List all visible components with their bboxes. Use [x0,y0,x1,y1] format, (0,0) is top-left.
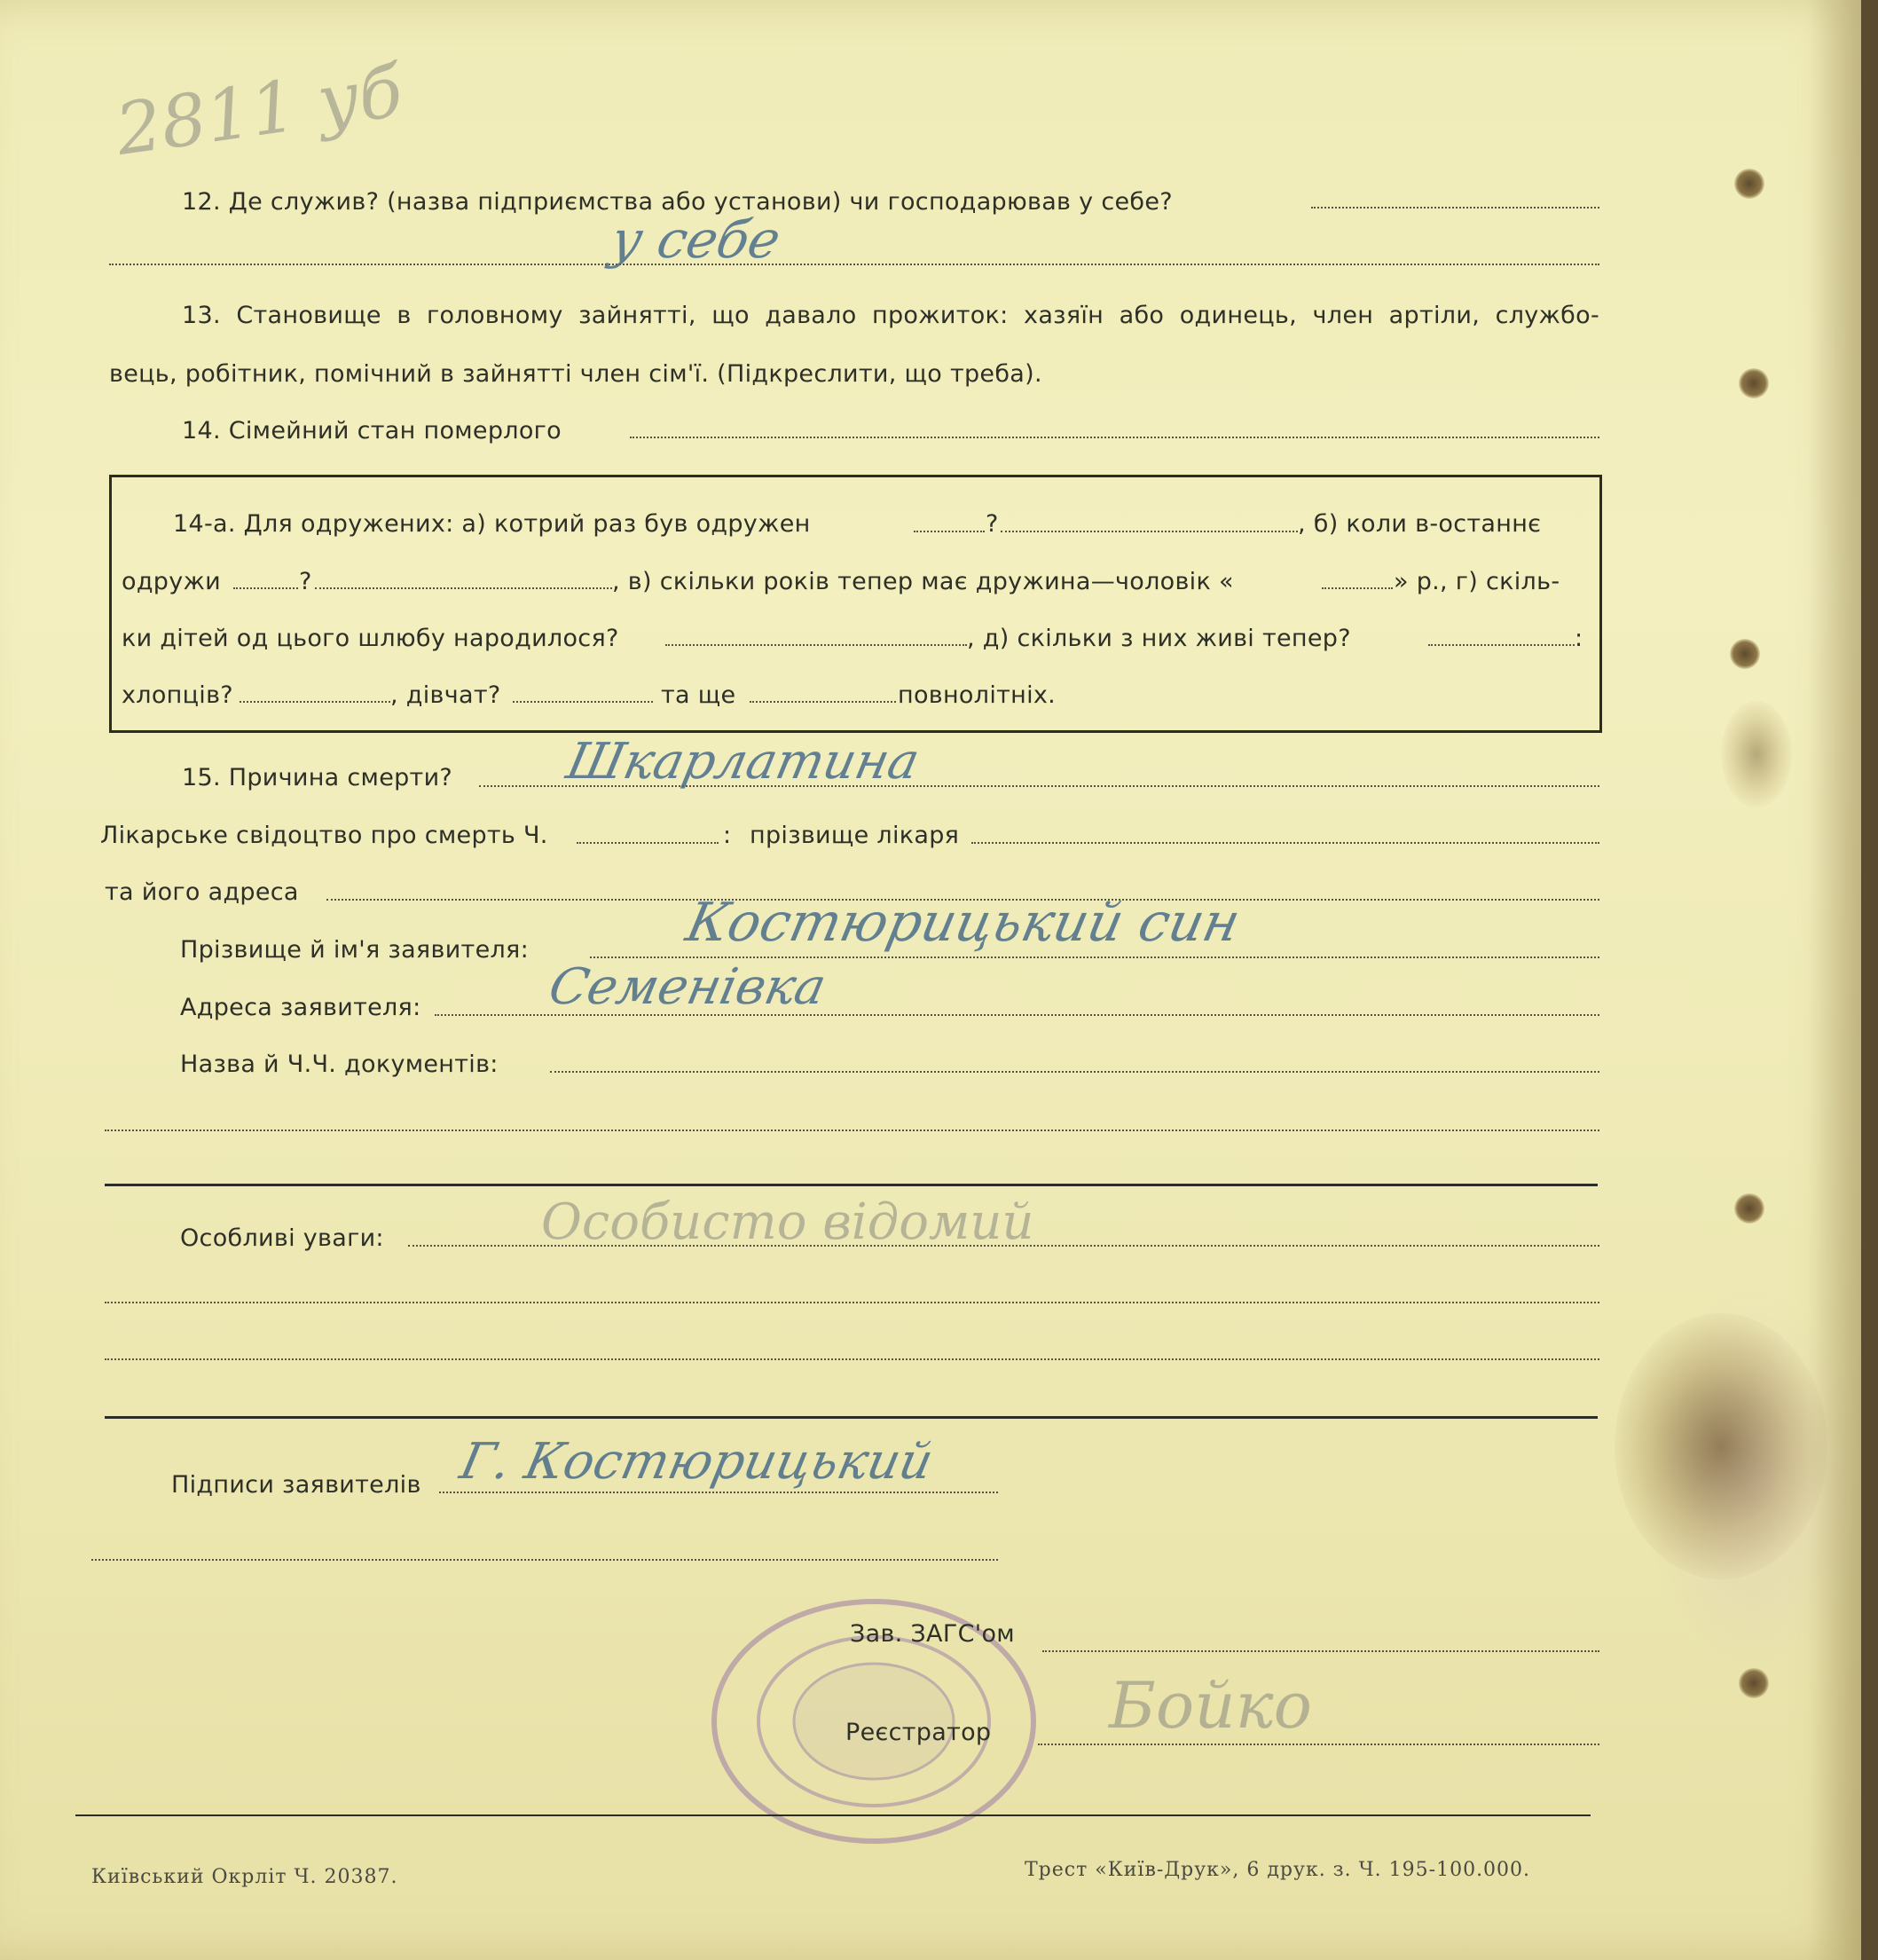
section-divider-2 [105,1416,1598,1419]
doctor-label: прізвище лікаря [750,822,960,849]
punch-hole [1730,639,1760,669]
q12-label: 12. Де служив? (назва підприємства або установи) чи господарював у себе? [182,188,1173,216]
applicants-signature-line-2 [91,1559,998,1561]
remarks-label: Особливі уваги: [180,1224,384,1252]
q14a-d-line [1428,644,1575,646]
footer-left: Київський Окрліт Ч. 20387. [91,1866,398,1888]
q14a-c-label: , в) скільки років тепер має дружина—чоловік « [612,568,1234,595]
registrar-signature: Бойко [1109,1668,1312,1743]
q14a-adult-label: повнолітніх. [898,681,1057,709]
q13-line1: 13. Становище в головному зайнятті, що давало прожиток: хазяїн або одинець, член артіли, службо- [182,302,1599,329]
q15-answer: Шкарлатина [562,733,924,791]
q14a-c-line [1322,587,1393,589]
applicant-address-label: Адреса заявителя: [180,994,421,1021]
applicant-name-label: Прізвище й ім'я заявителя: [180,936,529,964]
q14a-more-label: та ще [661,681,736,709]
section-divider [105,1184,1598,1186]
applicants-signature-line [439,1492,998,1493]
q12-answer: у себе [605,209,786,270]
q14-label: 14. Сімейний стан померлого [182,417,562,445]
applicants-signature: Г. Костюрицький [455,1433,939,1491]
q14a-b-line [233,587,298,589]
page-edge-shadow [1808,0,1861,1960]
documents-line [550,1071,1599,1073]
footer-divider [75,1814,1591,1816]
registrar-line [1038,1744,1599,1745]
archive-mark: 2811 уб [111,49,408,172]
doctor-address-label: та його адреса [105,878,299,906]
q14a-c2-label: » р., г) скіль- [1394,568,1560,595]
punch-hole [1734,1193,1764,1224]
remarks-line-2 [105,1302,1599,1303]
q14a-a-label: 14-а. Для одружених: а) котрий раз був одружен [173,510,811,538]
q14a-girls-line [513,701,653,703]
documents-line-2 [105,1130,1599,1131]
doctor-line [971,842,1599,844]
q14a-girls-label: , дівчат? [390,681,501,709]
punch-hole [1739,368,1769,398]
zags-head-line [1042,1650,1599,1652]
punch-hole [1734,169,1764,199]
q14a-d-label: , д) скільки з них живі тепер? [967,625,1351,652]
q12-line [1311,207,1599,209]
q14a-b2-label: одружи [122,568,221,595]
q14a-g-line [665,644,967,646]
q13-line2: вець, робітник, помічний в зайнятті член сім'ї. (Підкреслити, що треба). [109,360,1042,388]
remarks-line-3 [105,1358,1599,1360]
applicant-address-value: Семенівка [544,958,831,1016]
footer-right: Трест «Київ-Друк», 6 друк. з. Ч. 195-100.000. [1025,1859,1531,1881]
q14a-a-line [914,531,985,532]
q14a-boys-label: хлопців? [122,681,233,709]
q15-label: 15. Причина смерти? [182,764,453,791]
q14a-boys-line [240,701,390,703]
q14a-q2: ? [299,568,312,595]
q14a-g-label: ки дітей од цього шлюбу народилося? [122,625,619,652]
documents-label: Назва й Ч.Ч. документів: [180,1051,499,1078]
q14a-q: ? [986,510,999,538]
applicant-name-value: Костюрицький син [680,892,1245,954]
zags-head-label: Зав. ЗАГС'ом [850,1620,1015,1648]
q14a-a-line-2 [1001,531,1298,532]
q14a-b-label: , б) коли в-останнє [1298,510,1542,538]
q12-line-2 [109,264,1599,265]
medical-cert-label: Лікарське свідоцтво про смерть Ч. [100,822,548,849]
q14a-colon: : [1575,625,1583,652]
q14a-more-line [750,701,896,703]
medical-cert-line [577,842,719,844]
medical-colon: : [723,822,732,849]
applicants-signature-label: Підписи заявителів [171,1471,421,1499]
registrar-label: Реєстратор [845,1719,992,1746]
remarks-value: Особисто відомий [541,1193,1034,1251]
q14-line [630,437,1599,438]
water-stain [1721,701,1792,807]
faint-stain [1641,1287,1861,1686]
q14a-b-line-2 [315,587,612,589]
